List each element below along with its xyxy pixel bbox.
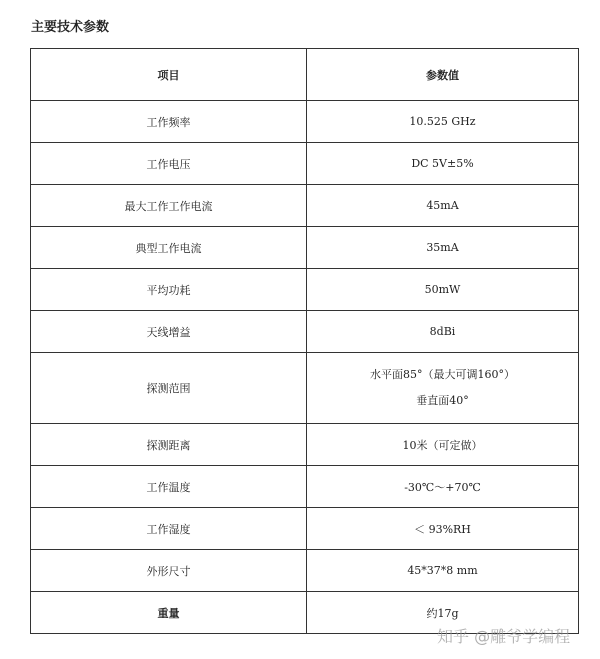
row-value: ＜ 93%RH: [307, 508, 579, 550]
row-item: 天线增益: [31, 311, 307, 353]
table-row: [31, 227, 579, 269]
row-value-line: 水平面85°（最大可调160°）: [370, 368, 515, 381]
table-row: [31, 101, 579, 143]
row-value: 35mA: [307, 227, 579, 269]
row-item: 工作电压: [31, 143, 307, 185]
table-row: [31, 466, 579, 508]
row-item: 工作湿度: [31, 508, 307, 550]
section-title: 主要技术参数: [31, 20, 110, 35]
row-value-line: 垂直面40°: [416, 394, 469, 407]
row-value: -30℃～+70℃: [307, 466, 579, 508]
row-item: 最大工作工作电流: [31, 185, 307, 227]
row-item: 工作频率: [31, 101, 307, 143]
table-header: [31, 49, 579, 101]
header-item: 项目: [31, 49, 307, 101]
header-value: 参数值: [307, 49, 579, 101]
row-value: 10米（可定做）: [307, 424, 579, 466]
row-item: 平均功耗: [31, 269, 307, 311]
table-row: [31, 143, 579, 185]
table-row: [31, 353, 579, 424]
row-value: [307, 353, 579, 424]
table-row: [31, 550, 579, 592]
table-row: [31, 311, 579, 353]
table-row: [31, 185, 579, 227]
row-item: 探测范围: [31, 353, 307, 424]
table-row: [31, 424, 579, 466]
row-item: 探测距离: [31, 424, 307, 466]
row-value: DC 5V±5%: [307, 143, 579, 185]
row-item: 外形尺寸: [31, 550, 307, 592]
row-item: 工作温度: [31, 466, 307, 508]
row-value: 10.525 GHz: [307, 101, 579, 143]
row-value: 45mA: [307, 185, 579, 227]
row-item: 典型工作电流: [31, 227, 307, 269]
row-item: 重量: [31, 592, 307, 634]
row-value: 约17g: [307, 592, 579, 634]
row-value: 8dBi: [307, 311, 579, 353]
row-value: 45*37*8 mm: [307, 550, 579, 592]
table-row: [31, 508, 579, 550]
row-value: 50mW: [307, 269, 579, 311]
watermark: 知乎 @雕爷学编程: [437, 627, 571, 646]
spec-table: [30, 48, 579, 634]
table-row: [31, 269, 579, 311]
